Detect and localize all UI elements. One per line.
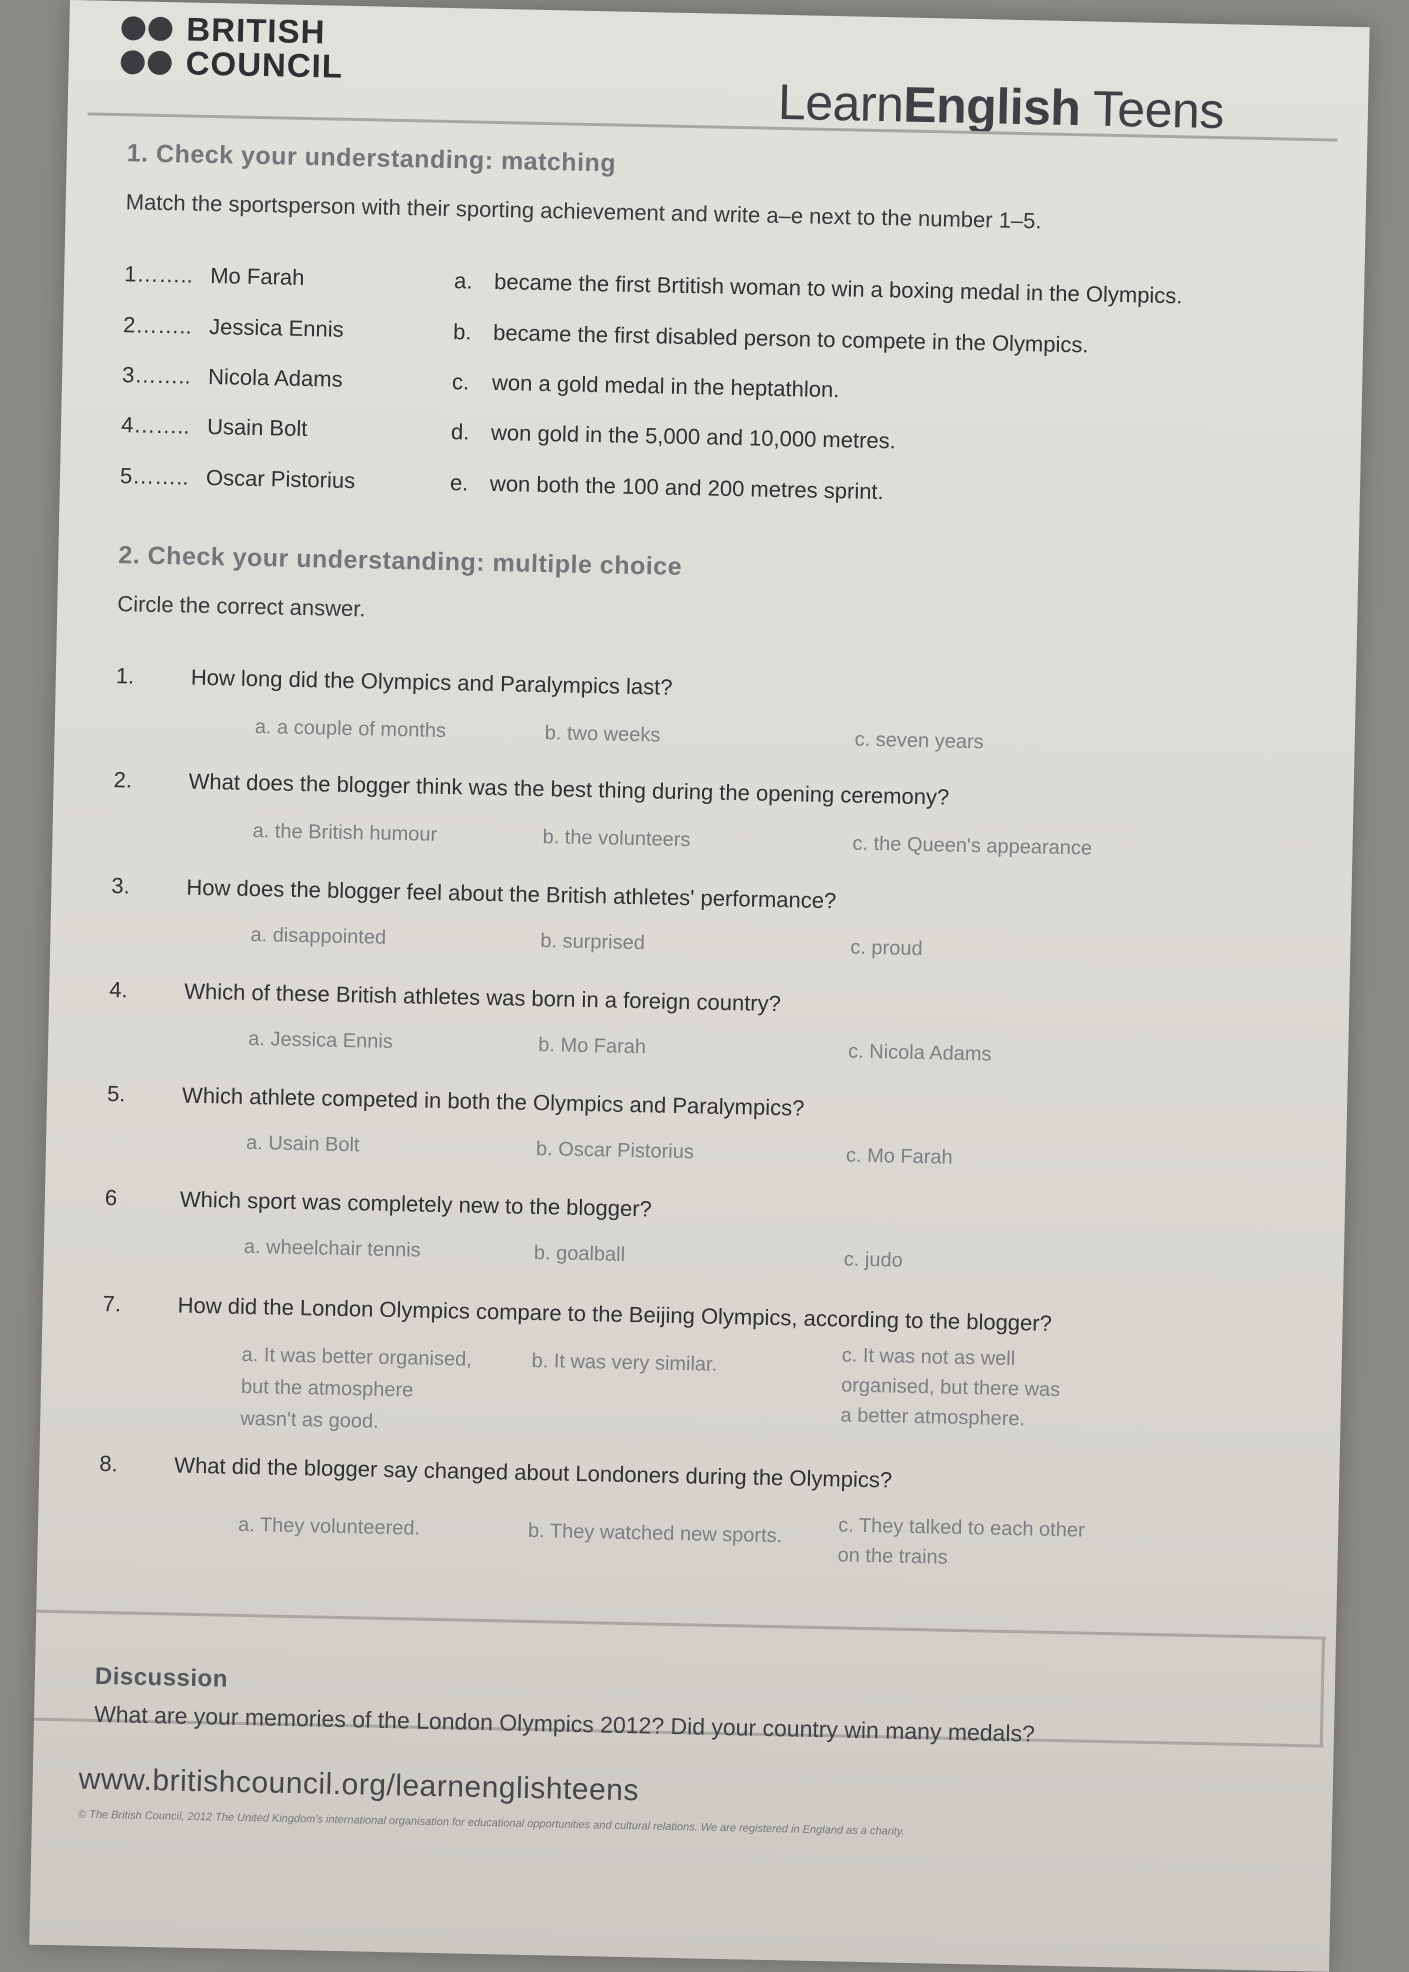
logo-dots-icon	[120, 50, 171, 75]
question-text: What did the blogger say changed about Londoners during the Olympics?	[174, 1452, 893, 1493]
footer-url-link[interactable]: www.britishcouncil.org/learnenglishteens	[78, 1762, 640, 1808]
question-number: 2.	[113, 767, 133, 793]
option-b[interactable]: b. Mo Farah	[537, 1034, 647, 1059]
option-a[interactable]: a. a couple of months	[254, 716, 447, 743]
option-b[interactable]: b. goalball	[533, 1241, 626, 1266]
discussion-title: Discussion	[94, 1662, 229, 1693]
sportsperson-name: Mo Farah	[209, 263, 305, 290]
footer-copyright: © The British Council, 2012 The United Kingdom's international organisation for educational opportunities and cultural relations. We are registered in England as a charity.	[77, 1808, 905, 1838]
british-council-logo	[121, 10, 326, 51]
option-c[interactable]: c. proud	[850, 936, 923, 961]
question-text: How long did the Olympics and Paralympics last?	[190, 664, 673, 700]
section-1-instruction: Match the sportsperson with their sporting achievement and write a–e next to the number 1–5.	[125, 189, 1042, 234]
achievement-letter: b.	[452, 319, 472, 345]
discussion-question: What are your memories of the London Olympics 2012? Did your country win many medals?	[93, 1700, 1036, 1747]
question-number: 5.	[106, 1081, 126, 1107]
option-c[interactable]: a better atmosphere.	[840, 1404, 1026, 1431]
section-2-instruction: Circle the correct answer.	[117, 591, 366, 622]
worksheet-page	[29, 0, 1369, 1972]
question-number: 7.	[102, 1290, 122, 1317]
option-a[interactable]: a. It was better organised,	[241, 1343, 472, 1371]
option-a[interactable]: but the atmosphere	[240, 1375, 414, 1402]
question-number: 6	[104, 1184, 118, 1211]
discussion-right-border	[1320, 1637, 1325, 1747]
question-number: 8.	[99, 1450, 118, 1477]
achievement-letter: a.	[453, 268, 473, 294]
option-b[interactable]: b. surprised	[540, 930, 646, 955]
option-c[interactable]: c. Mo Farah	[845, 1144, 953, 1169]
logo-dots-icon	[121, 16, 172, 41]
match-number-blank: 1……..	[124, 261, 193, 288]
option-a[interactable]: a. wheelchair tennis	[243, 1235, 421, 1262]
match-number-blank: 2……..	[122, 312, 192, 339]
logo-line-2: COUNCIL	[185, 44, 344, 85]
sportsperson-name: Oscar Pistorius	[205, 464, 356, 494]
option-c[interactable]: c. They talked to each other	[837, 1514, 1085, 1542]
sportsperson-name: Nicola Adams	[207, 363, 343, 392]
option-b[interactable]: b. They watched new sports.	[527, 1519, 783, 1548]
question-text: How did the London Olympics compare to the Beijing Olympics, according to the blogger?	[177, 1292, 1053, 1336]
sportsperson-name: Jessica Ennis	[208, 313, 344, 342]
option-c[interactable]: organised, but there was	[840, 1374, 1061, 1402]
option-a[interactable]: a. disappointed	[250, 923, 387, 949]
question-text: Which athlete competed in both the Olympics and Paralympics?	[181, 1082, 805, 1121]
learnenglish-teens-logo: LearnEnglish Teens	[777, 73, 1225, 140]
option-a[interactable]: a. Usain Bolt	[245, 1131, 360, 1157]
section-1-heading: 1. Check your understanding: matching	[126, 139, 617, 178]
achievement-text: won both the 100 and 200 metres sprint.	[489, 470, 884, 505]
option-a[interactable]: wasn't as good.	[240, 1407, 379, 1433]
british-council-logo-row-2	[120, 45, 343, 83]
option-b[interactable]: b. It was very similar.	[531, 1349, 718, 1376]
match-number-blank: 3……..	[121, 362, 191, 389]
achievement-letter: d.	[450, 419, 470, 445]
option-b[interactable]: b. Oscar Pistorius	[535, 1138, 695, 1164]
option-c[interactable]: c. seven years	[854, 728, 984, 754]
achievement-text: became the first disabled person to compete in the Olympics.	[492, 319, 1089, 358]
match-number-blank: 5……..	[119, 463, 189, 490]
option-a[interactable]: a. They volunteered.	[237, 1513, 421, 1540]
option-c[interactable]: c. Nicola Adams	[847, 1040, 992, 1066]
option-c[interactable]: c. the Queen's appearance	[852, 832, 1093, 860]
achievement-text: became the first Brtitish woman to win a boxing medal in the Olympics.	[493, 268, 1183, 309]
achievement-letter: e.	[449, 470, 469, 496]
achievement-letter: c.	[451, 369, 470, 395]
question-text: What does the blogger think was the best thing during the opening ceremony?	[188, 768, 950, 810]
question-text: How does the blogger feel about the British athletes' performance?	[186, 874, 837, 914]
option-a[interactable]: a. Jessica Ennis	[248, 1027, 393, 1053]
question-number: 3.	[111, 873, 131, 899]
question-number: 1.	[115, 663, 135, 689]
discussion-top-border	[36, 1610, 1326, 1640]
question-number: 4.	[109, 977, 128, 1003]
option-b[interactable]: b. the volunteers	[542, 826, 691, 852]
achievement-text: won a gold medal in the heptathlon.	[491, 369, 840, 403]
section-2-heading: 2. Check your understanding: multiple choice	[118, 541, 683, 581]
sportsperson-name: Usain Bolt	[206, 413, 308, 442]
logo-line-1: BRITISH	[186, 10, 326, 51]
question-text: Which sport was completely new to the blogger?	[179, 1186, 653, 1222]
option-c[interactable]: c. judo	[843, 1248, 903, 1272]
option-b[interactable]: b. two weeks	[544, 722, 661, 747]
match-number-blank: 4……..	[120, 412, 190, 439]
option-a[interactable]: a. the British humour	[252, 820, 438, 846]
achievement-text: won gold in the 5,000 and 10,000 metres.	[490, 419, 897, 454]
option-c[interactable]: on the trains	[837, 1544, 948, 1569]
option-c[interactable]: c. It was not as well	[841, 1344, 1016, 1371]
question-text: Which of these British athletes was born in a foreign country?	[184, 978, 782, 1017]
